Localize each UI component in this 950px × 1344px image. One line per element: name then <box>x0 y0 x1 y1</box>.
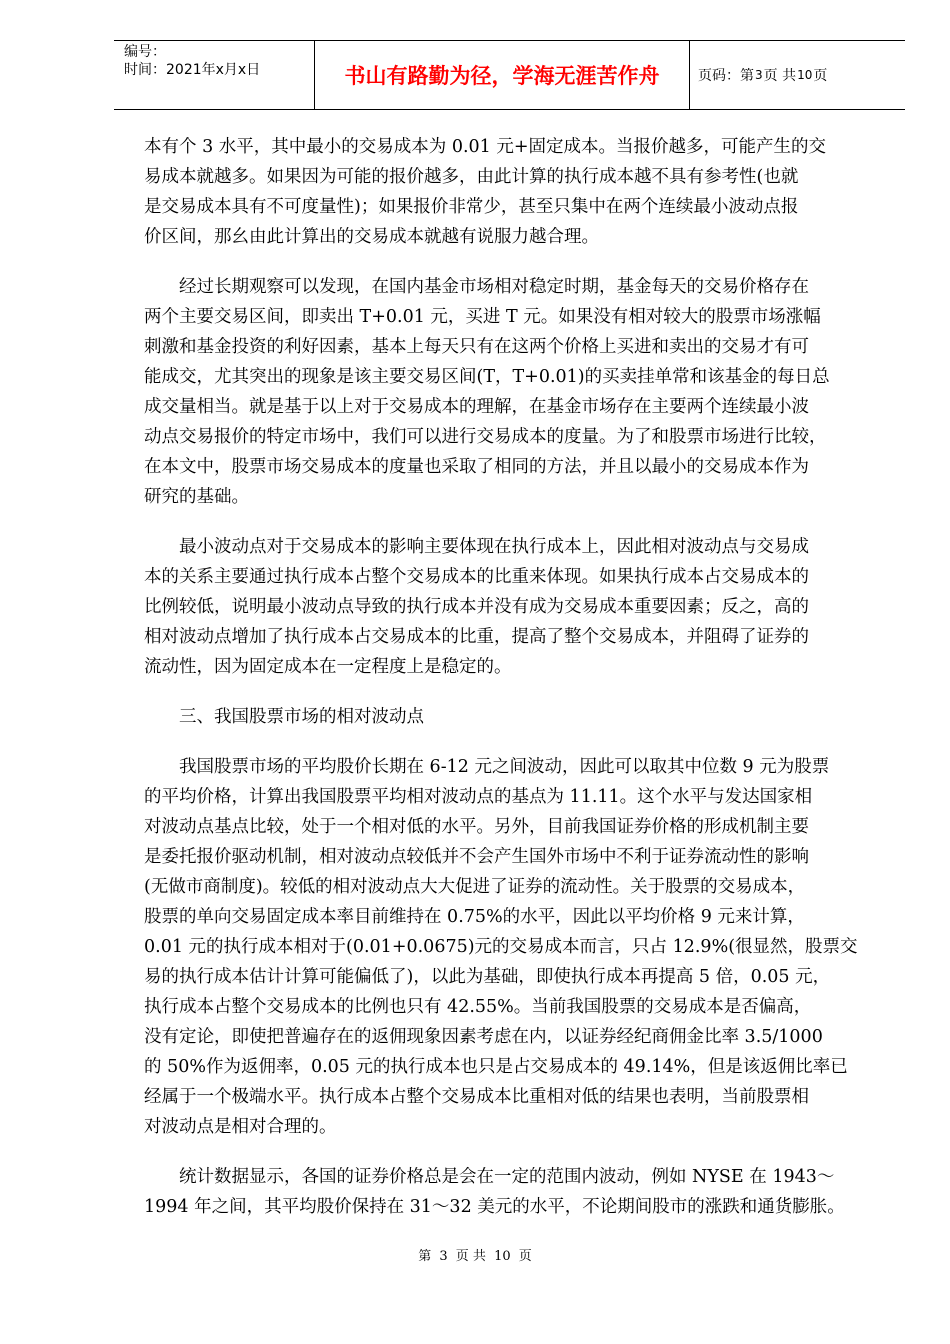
paragraph-line: 的平均价格，计算出我国股票平均相对波动点的基点为 11.11。这个水平与发达国家相 <box>144 787 813 807</box>
footer-current-page: 3 <box>439 1249 448 1264</box>
document-number-label: 编号： <box>124 44 166 60</box>
paragraph <box>144 132 884 252</box>
footer-suffix: 页 <box>518 1249 532 1264</box>
paragraph-line: 研究的基础。 <box>144 487 249 507</box>
paragraph-line: 最小波动点对于交易成本的影响主要体现在执行成本上，因此相对波动点与交易成 <box>144 537 809 557</box>
paragraph-line: 是交易成本具有不可度量性)；如果报价非常少，甚至只集中在两个连续最小波动点报 <box>144 197 799 217</box>
paragraph-line: (无做市商制度)。较低的相对波动点大大促进了证券的流动性。关于股票的交易成本， <box>144 877 806 897</box>
paragraph-line: 我国股票市场的平均股价长期在 6-12 元之间波动，因此可以取其中位数 9 元为股票 <box>144 757 830 777</box>
paragraph-line: 股票的单向交易固定成本率目前维持在 0.75%的水平，因此以平均价格 9 元来计算， <box>144 907 805 927</box>
paragraph-line: 能成交，尤其突出的现象是该主要交易区间(T，T+0.01)的买卖挂单常和该基金的每日总 <box>144 367 830 387</box>
page-total-number: 10 <box>797 68 813 82</box>
paragraph-line: 易的执行成本估计计算可能偏低了)，以此为基础，即使执行成本再提高 5 倍，0.05 元， <box>144 967 831 987</box>
paragraph-line: 价区间，那幺由此计算出的交易成本就越有说服力越合理。 <box>144 227 599 247</box>
paragraph-line: 刺激和基金投资的利好因素，基本上每天只有在这两个价格上买进和卖出的交易才有可 <box>144 337 809 357</box>
paragraph-line: 在本文中，股票市场交易成本的度量也采取了相同的方法，并且以最小的交易成本作为 <box>144 457 809 477</box>
paragraph-line: 执行成本占整个交易成本的比例也只有 42.55%。当前我国股票的交易成本是否偏高， <box>144 997 812 1017</box>
header-page-indicator <box>690 41 905 109</box>
paragraph-line: 相对波动点增加了执行成本占交易成本的比重，提高了整个交易成本，并阻碍了证券的 <box>144 627 809 647</box>
paragraph <box>144 702 884 732</box>
paragraph <box>144 272 884 512</box>
paragraph-line: 1994 年之间，其平均股价保持在 31～32 美元的水平，不论期间股市的涨跌和通货膨胀。 <box>144 1197 845 1217</box>
page-current-number: 3 <box>755 68 763 82</box>
paragraph-line: 0.01 元的执行成本相对于(0.01+0.0675)元的交易成本而言，只占 12.9%(很显然，股票交 <box>144 937 858 957</box>
paragraph-line: 三、我国股票市场的相对波动点 <box>144 707 424 727</box>
paragraph-line: 的 50%作为返佣率，0.05 元的执行成本也只是占交易成本的 49.14%，但是该返佣比率已 <box>144 1057 848 1077</box>
paragraph-line: 流动性，因为固定成本在一定程度上是稳定的。 <box>144 657 512 677</box>
document-body <box>144 132 884 1242</box>
paragraph-line: 动点交易报价的特定市场中，我们可以进行交易成本的度量。为了和股票市场进行比较， <box>144 427 827 447</box>
paragraph <box>144 752 884 1142</box>
paragraph-line: 对波动点是相对合理的。 <box>144 1117 337 1137</box>
paragraph-line: 统计数据显示，各国的证券价格总是会在一定的范围内波动，例如 NYSE 在 1943～ <box>144 1167 835 1187</box>
paragraph-line: 本的关系主要通过执行成本占整个交易成本的比重来体现。如果执行成本占交易成本的 <box>144 567 809 587</box>
footer-total-pages: 10 <box>494 1249 511 1264</box>
paragraph-line: 经过长期观察可以发现，在国内基金市场相对稳定时期，基金每天的交易价格存在 <box>144 277 809 297</box>
paragraph-line: 对波动点基点比较，处于一个相对低的水平。另外，目前我国证券价格的形成机制主要 <box>144 817 809 837</box>
page-label-prefix: 页码：第 <box>698 68 754 84</box>
paragraph-line: 易成本就越多。如果因为可能的报价越多，由此计算的执行成本越不具有参考性(也就 <box>144 167 799 187</box>
page-footer <box>0 1245 950 1264</box>
paragraph <box>144 1162 884 1222</box>
paragraph-line: 比例较低，说明最小波动点导致的执行成本并没有成为交易成本重要因素；反之，高的 <box>144 597 809 617</box>
paragraph-line: 成交量相当。就是基于以上对于交易成本的理解，在基金市场存在主要两个连续最小波 <box>144 397 809 417</box>
paragraph-line: 经属于一个极端水平。执行成本占整个交易成本比重相对低的结果也表明，当前股票相 <box>144 1087 809 1107</box>
header-meta <box>114 41 315 109</box>
footer-prefix: 第 <box>418 1249 432 1264</box>
paragraph-line: 两个主要交易区间，即卖出 T+0.01 元，买进 T 元。如果没有相对较大的股票市场涨幅 <box>144 307 821 327</box>
paragraph-line: 是委托报价驱动机制，相对波动点较低并不会产生国外市场中不利于证券流动性的影响 <box>144 847 809 867</box>
document-time-label: 时间：2021年x月x日 <box>124 62 261 78</box>
footer-mid: 页 共 <box>455 1249 486 1264</box>
page-label-suffix: 页 <box>813 68 828 84</box>
page-header <box>114 40 905 110</box>
paragraph-line: 没有定论，即使把普遍存在的返佣现象因素考虑在内，以证券经纪商佣金比率 3.5/1000 <box>144 1027 823 1047</box>
paragraph-line: 本有个 3 水平，其中最小的交易成本为 0.01 元+固定成本。当报价越多，可能产生的交 <box>144 137 827 157</box>
header-motto: 书山有路勤为径，学海无涯苦作舟 <box>315 41 690 109</box>
paragraph <box>144 532 884 682</box>
page-label-mid: 页 共 <box>763 68 797 84</box>
